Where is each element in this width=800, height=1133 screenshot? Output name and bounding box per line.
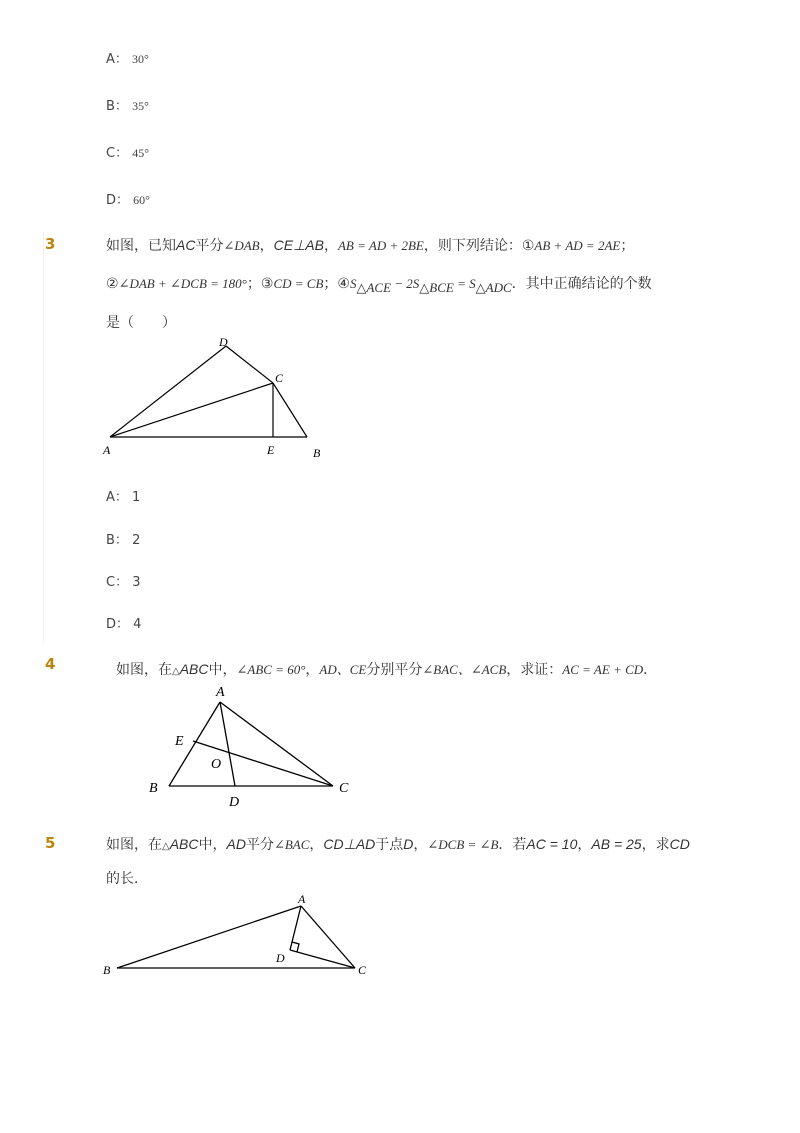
option-label: D： (106, 193, 130, 208)
q3-stem-line1: 如图，已知AC平分∠DAB，CE⊥AB，AB = AD + 2BE，则下列结论：①AB + AD = 2AE； (106, 237, 635, 254)
label-c: C (339, 781, 349, 796)
option-value: 1 (132, 490, 141, 505)
question-number-4: 4 (45, 655, 56, 673)
label-a: A (298, 892, 306, 906)
option-value: 30° (132, 52, 149, 66)
option-label: C： (106, 575, 129, 590)
label-c: C (275, 371, 284, 385)
option-label: D： (106, 617, 130, 632)
q3-option-b[interactable] (106, 529, 140, 548)
q3-stem-line2: ②∠DAB + ∠DCB = 180°；③CD = CB；$④S_{\triangle ACE} - 2S_{\triangle BCE} = S_{\triangle ADC}$．其中正确结论的个数 (106, 276, 652, 295)
segment-ac (220, 702, 333, 786)
q3-option-a[interactable] (106, 486, 140, 505)
option-value: 2 (132, 533, 141, 548)
label-o: O (211, 757, 222, 772)
option-value: 3 (132, 575, 141, 590)
option-label: A： (106, 490, 128, 505)
q3-option-c[interactable] (106, 571, 141, 590)
segment-ac (110, 383, 273, 437)
left-rule (43, 232, 44, 644)
q5-figure (100, 888, 380, 983)
option-value: 60° (133, 193, 150, 207)
segment-ac (301, 906, 355, 968)
label-d: D (276, 951, 285, 965)
q2-option-b[interactable] (106, 95, 149, 114)
option-value: 4 (133, 617, 142, 632)
question-number-5: 5 (45, 834, 56, 852)
label-a: A (103, 443, 111, 457)
segment-ba (117, 906, 301, 968)
segment-dc (290, 950, 355, 968)
q2-option-d[interactable] (106, 189, 150, 208)
option-label: B： (106, 533, 128, 548)
option-value: 45° (132, 146, 150, 160)
label-b: B (149, 781, 158, 796)
label-e: E (175, 734, 184, 749)
label-a: A (216, 685, 225, 700)
q3-figure (100, 330, 340, 465)
q2-option-c[interactable] (106, 142, 149, 161)
option-value: 35° (132, 99, 149, 113)
q3-option-d[interactable] (106, 613, 141, 632)
q5-stem-line2: 的长． (106, 871, 148, 887)
segment-ad (220, 702, 235, 786)
label-d: D (229, 795, 240, 810)
option-label: A： (106, 52, 128, 67)
option-label: C： (106, 146, 129, 161)
q4-figure (140, 680, 370, 810)
q5-stem-line1: 如图，在△ABC中，AD平分∠BAC，CD⊥AD于点D，∠DCB = ∠B．若AC = 10，AB = 25，求CD (106, 836, 690, 853)
option-label: B： (106, 99, 128, 114)
q4-stem: 如图，在△ABC中，∠ABC = 60°，AD、CE分别平分∠BAC、∠ACB，求证：AC = AE + CD． (116, 661, 658, 678)
q3-stem-line3: 是（ ） (106, 315, 176, 331)
question-number-3: 3 (45, 235, 56, 253)
q2-option-a[interactable] (106, 48, 149, 67)
segment-dc (226, 346, 273, 383)
segment-cb (273, 383, 307, 437)
label-e: E (267, 443, 275, 457)
label-c: C (358, 963, 367, 977)
label-b: B (313, 446, 321, 460)
label-d: D (219, 335, 228, 349)
label-b: B (103, 963, 111, 977)
segment-ad (110, 346, 226, 437)
